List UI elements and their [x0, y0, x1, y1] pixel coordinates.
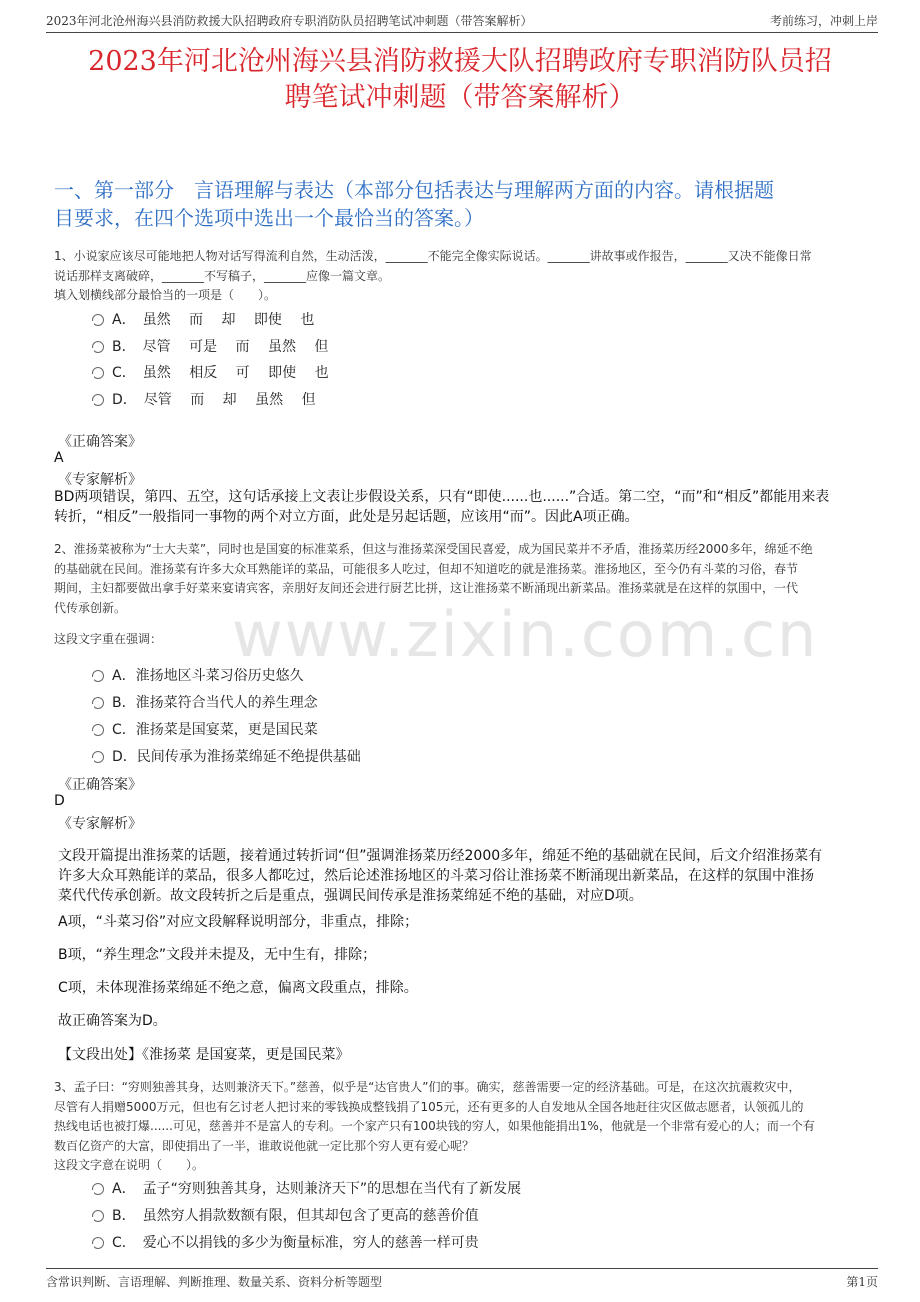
question-2-option-d[interactable] — [92, 746, 361, 768]
option-label: D．民间传承为淮扬菜绵延不绝提供基础 — [112, 749, 361, 765]
radio-icon[interactable] — [92, 697, 104, 709]
analysis-line: BD两项错误，第四、五空，这句话承接上文表让步假设关系，只有“即使......也......”合适。第二空，“而”和“相反”都能用来表 — [54, 489, 830, 505]
question-2-answer: D — [54, 793, 65, 809]
question-2-option-b[interactable] — [92, 692, 318, 714]
radio-icon[interactable] — [92, 394, 104, 406]
radio-icon[interactable] — [92, 314, 104, 326]
option-label: B． 虽然穷人捐款数额有限，但其却包含了更高的慈善价值 — [112, 1208, 479, 1224]
question-1-stem — [54, 247, 872, 306]
question-3-option-b[interactable] — [92, 1205, 479, 1227]
radio-icon[interactable] — [92, 367, 104, 379]
question-1-option-d[interactable] — [92, 389, 316, 411]
section-line-1: 一、第一部分 言语理解与表达（本部分包括表达与理解两方面的内容。请根据题 — [54, 178, 774, 202]
question-2-prompt: 这段文字重在强调： — [54, 632, 163, 646]
radio-icon[interactable] — [92, 1183, 104, 1195]
radio-icon[interactable] — [92, 1210, 104, 1222]
title-line-2: 聘笔试冲刺题（带答案解析） — [284, 82, 636, 113]
question-1-option-b[interactable] — [92, 336, 328, 358]
question-2-answer-label: 《正确答案》 — [58, 777, 142, 793]
question-2-analysis — [58, 846, 872, 906]
header-slogan: 考前练习，冲刺上岸 — [769, 14, 878, 28]
question-3-line-3: 热线电话也被打爆......可见，慈善并不是富人的专利。一个家产只有100块钱的穷人，如果他能捐出1%，他就是一个非常有爱心的人；而一个有 — [54, 1119, 815, 1133]
question-2-option-a[interactable] — [92, 665, 304, 687]
header-title: 2023年河北沧州海兴县消防救援大队招聘政府专职消防队员招聘笔试冲刺题（带答案解析） — [46, 14, 533, 28]
radio-icon[interactable] — [92, 341, 104, 353]
question-3-option-a[interactable] — [92, 1178, 521, 1200]
option-label: A． 虽然 而 却 即使 也 — [112, 312, 315, 328]
option-label: A．淮扬地区斗菜习俗历史悠久 — [112, 668, 304, 684]
question-2-source: 【文段出处】《淮扬菜 是国宴菜，更是国民菜》 — [58, 1047, 350, 1063]
question-3-line-2: 尽管有人捐赠5000万元，但也有乞讨老人把讨来的零钱换成整钱捐了105元，还有更多的人自发地从全国各地赶往灾区做志愿者，认领孤儿的 — [54, 1099, 804, 1114]
section-line-2: 目要求，在四个选项中选出一个最恰当的答案。） — [54, 206, 484, 230]
question-1-answer: A — [54, 450, 64, 466]
question-2-line-3: 期间，主妇都要做出拿手好菜来宴请宾客，亲朋好友间还会进行厨艺比拼，这让淮扬菜不断涌现出新菜品。淮扬菜就是在这样的氛围中，一代 — [54, 581, 799, 595]
question-1-line-3: 填入划横线部分最恰当的一项是（ ）。 — [54, 288, 277, 302]
document-title — [40, 44, 880, 116]
radio-icon[interactable] — [92, 670, 104, 682]
question-2-option-a-note: A项，“斗菜习俗”对应文段解释说明部分，非重点，排除； — [58, 914, 419, 930]
question-1-analysis — [54, 487, 874, 527]
question-3-line-4: 数百亿资产的大富，即使捐出了一半，谁敢说他就一定比那个穷人更有爱心呢？ — [54, 1138, 475, 1153]
option-label: B．淮扬菜符合当代人的养生理念 — [112, 695, 318, 711]
option-label: B． 尽管 可是 而 虽然 但 — [112, 339, 329, 355]
page-number: 第1页 — [846, 1275, 878, 1289]
question-1-line-1: 1、小说家应该尽可能地把人物对话写得流利自然，生动活泼，_______不能完全像实际说话。_______讲故事或作报告，_______又决不能像日常 — [54, 249, 812, 263]
option-label: C． 虽然 相反 可 即使 也 — [112, 365, 329, 381]
section-heading — [54, 176, 874, 232]
question-2-option-c-note: C项，未体现淮扬菜绵延不绝之意，偏离文段重点，排除。 — [58, 980, 418, 996]
question-1-option-c[interactable] — [92, 362, 329, 384]
question-1-line-2: 说话那样支离破碎，_______不写稿子，_______应像一篇文章。 — [54, 268, 391, 283]
question-2-option-c[interactable] — [92, 719, 318, 741]
option-label: A． 孟子“穷则独善其身，达则兼济天下”的思想在当代有了新发展 — [112, 1181, 522, 1197]
page-footer — [46, 1268, 878, 1291]
question-2-line-1: 2、淮扬菜被称为“士大夫菜”，同时也是国宴的标准菜系，但这与淮扬菜深受国民喜爱，成为国民菜并不矛盾，淮扬菜历经2000多年，绵延不绝 — [54, 542, 813, 556]
analysis-line: 菜代代传承创新。故文段转折之后是重点，强调民间传承是淮扬菜绵延不绝的基础，对应D项。 — [58, 888, 643, 904]
question-2-stem — [54, 540, 872, 618]
question-2-analysis-label: 《专家解析》 — [58, 816, 142, 832]
footer-note: 含常识判断、言语理解、判断推理、数量关系、资料分析等题型 — [46, 1275, 383, 1289]
question-2-line-4: 代传承创新。 — [54, 600, 127, 615]
option-label: D． 尽管 而 却 虽然 但 — [112, 392, 316, 408]
question-2-option-b-note: B项，“养生理念”文段并未提及，无中生有，排除； — [58, 947, 377, 963]
question-1-answer-label: 《正确答案》 — [58, 434, 142, 450]
watermark: www.zixin.com.cn — [232, 598, 819, 671]
radio-icon[interactable] — [92, 751, 104, 763]
analysis-line: 转折，“相反”一般指同一事物的两个对立方面，此处是另起话题，应该用“而”。因此A项正确。 — [54, 509, 639, 525]
question-3-stem — [54, 1078, 872, 1156]
question-2-line-2: 的基础就在民间。淮扬菜有许多大众耳熟能详的菜品，可能很多人吃过，但却不知道吃的就是淮扬菜。淮扬地区，至今仍有斗菜的习俗，春节 — [54, 561, 799, 576]
question-3-option-c[interactable] — [92, 1232, 479, 1254]
question-1-option-a[interactable] — [92, 309, 314, 331]
question-3-line-1: 3、孟子曰：“穷则独善其身，达则兼济天下。”慈善，似乎是“达官贵人”们的事。确实，慈善需要一定的经济基础。可是，在这次抗震救灾中， — [54, 1080, 801, 1094]
analysis-line: 许多大众耳熟能详的菜品，很多人都吃过，然后论述淮扬地区的斗菜习俗让淮扬菜不断涌现出新菜品，在这样的氛围中淮扬 — [58, 868, 814, 884]
radio-icon[interactable] — [92, 724, 104, 736]
option-label: C．淮扬菜是国宴菜，更是国民菜 — [112, 722, 318, 738]
option-label: C． 爱心不以捐钱的多少为衡量标准，穷人的慈善一样可贵 — [112, 1235, 479, 1251]
page-header — [46, 10, 878, 33]
question-2-conclusion: 故正确答案为D。 — [58, 1013, 167, 1029]
question-3-prompt: 这段文字意在说明（ ）。 — [54, 1158, 205, 1172]
title-line-1: 2023年河北沧州海兴县消防救援大队招聘政府专职消防队员招 — [88, 46, 832, 77]
analysis-line: 文段开篇提出淮扬菜的话题，接着通过转折词“但”强调淮扬菜历经2000多年，绵延不绝的基础就在民间，后文介绍淮扬菜有 — [58, 848, 823, 864]
question-1-analysis-label: 《专家解析》 — [58, 472, 142, 488]
radio-icon[interactable] — [92, 1237, 104, 1249]
